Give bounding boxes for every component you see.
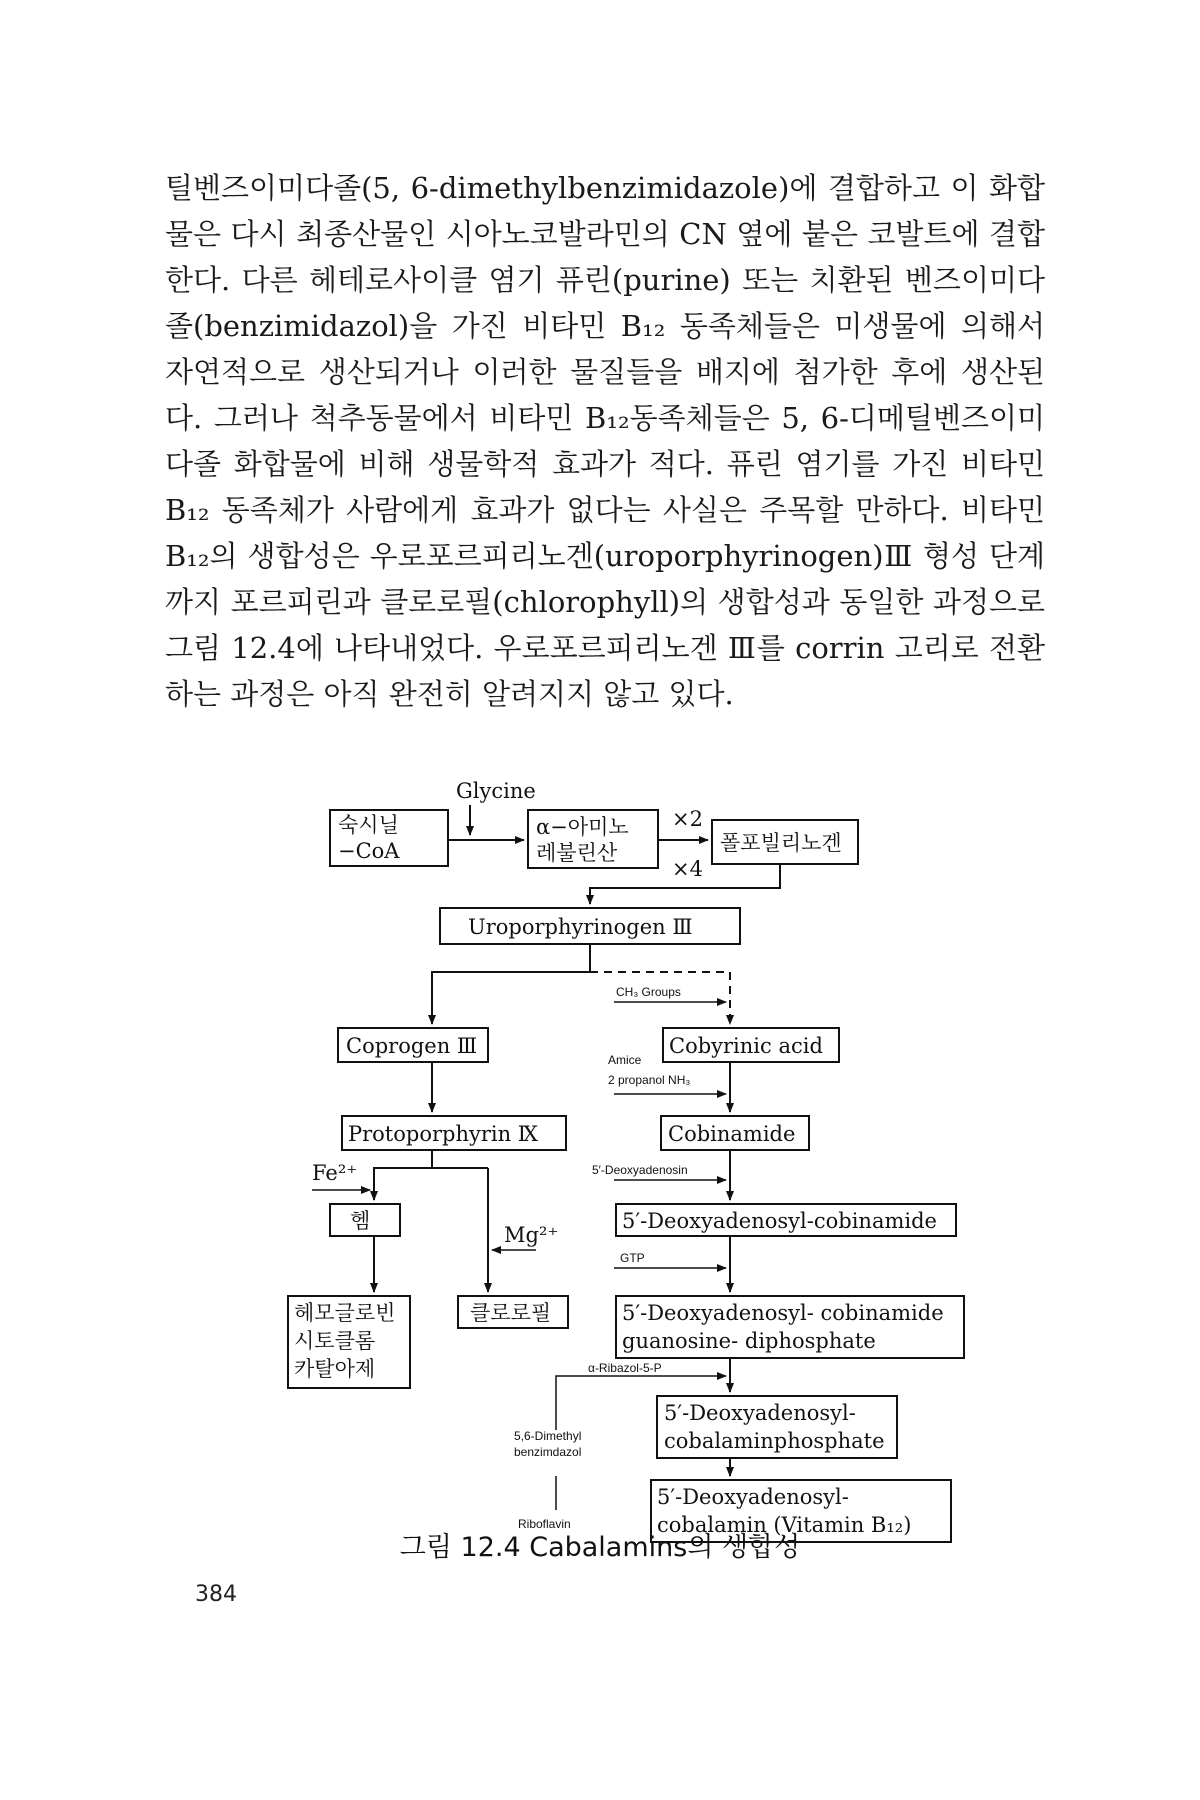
fe-label: Fe²⁺ <box>312 1161 358 1185</box>
amide-label-line1: Amice <box>608 1053 642 1067</box>
hemoproteins-label-line1: 헤모글로빈 <box>294 1301 396 1325</box>
mg-label: Mg²⁺ <box>504 1223 559 1247</box>
ribazol-label: α-Ribazol-5-P <box>588 1361 662 1375</box>
uroporphyrinogen-label: Uroporphyrinogen Ⅲ <box>468 915 693 939</box>
dmb-label-line1: 5,6-Dimethyl <box>514 1429 582 1443</box>
cobyrinic-acid-label: Cobyrinic acid <box>669 1034 823 1058</box>
amide-label-line2: 2 propanol NH₃ <box>608 1073 691 1087</box>
ala-label-line2: 레불린산 <box>536 841 618 865</box>
cobalaminphosphate-label-line1: 5′-Deoxyadenosyl- <box>664 1401 856 1425</box>
succinyl-label-line2: −CoA <box>338 839 400 863</box>
page-number: 384 <box>195 1582 237 1607</box>
porphobilinogen-label: 폴포빌리노겐 <box>720 831 842 855</box>
cobinamide-label: Cobinamide <box>668 1122 796 1146</box>
glycine-label: Glycine <box>456 779 536 803</box>
chlorophyll-label: 클로로필 <box>470 1301 552 1325</box>
hemoproteins-label-line3: 카탈아제 <box>294 1357 376 1381</box>
gtp-label: GTP <box>620 1251 645 1265</box>
vitamin-b12-label-line1: 5′-Deoxyadenosyl- <box>657 1485 849 1509</box>
riboflavin-label: Riboflavin <box>518 1517 571 1531</box>
figure-caption: 그림 12.4 Cabalamins의 생합성 <box>399 1532 801 1563</box>
times4-label: ×4 <box>672 857 703 881</box>
deoxyadenosin-label: 5′-Deoxyadenosin <box>592 1163 688 1177</box>
coprogen-label: Coprogen Ⅲ <box>346 1034 478 1058</box>
heme-label: 헴 <box>350 1209 371 1233</box>
succinyl-label-line1: 숙시닐 <box>338 813 399 837</box>
body-paragraph: 틸벤즈이미다졸(5, 6-dimethylbenzimidazole)에 결합하고 이 화합물은 다시 최종산물인 시아노코발라민의 CN 옆에 붙은 코발트에 결합한다. 다른 헤테로사이클 염기 퓨린(purine) 또는 치환된 벤즈이미다졸(benzimidazol)을 가진 비타민 B₁₂ 동족체들은 미생물에 의해서 자연적으로 생산되거나 이러한 물질들을 배지에 첨가한 후에 생산된다. 그러나 척추동물에서 비타민 B₁₂동족체들은 5, 6-디메틸벤즈이미다졸 화합물에 비해 생물학적 효과가 적다. 퓨린 염기를 가진 비타민 B₁₂ 동족체가 사람에게 효과가 없다는 사실은 주목할 만하다. 비타민 B₁₂의 생합성은 우로포르피리노겐(uroporphyrinogen)Ⅲ 형성 단계까지 포르피린과 클로로필(chlorophyll)의 생합성과 동일한 과정으로 그림 12.4에 나타내었다. 우로포르피리노겐 Ⅲ를 corrin 고리로 전환하는 과정은 아직 완전히 알려지지 않고 있다. <box>165 171 1045 711</box>
protoporphyrin-label: Protoporphyrin Ⅸ <box>348 1122 539 1146</box>
times2-label: ×2 <box>672 807 703 831</box>
dmb-label-line2: benzimdazol <box>514 1445 582 1459</box>
ch3-groups-label: CH₃ Groups <box>616 985 681 999</box>
vitamin-b12-label-line2: cobalamin (Vitamin B₁₂) <box>657 1513 912 1537</box>
ala-label-line1: α−아미노 <box>536 815 629 839</box>
gdp-label-line2: guanosine- diphosphate <box>622 1329 876 1353</box>
cobalaminphosphate-label-line2: cobalaminphosphate <box>664 1429 885 1453</box>
hemoproteins-label-line2: 시토클롬 <box>294 1329 376 1353</box>
gdp-label-line1: 5′-Deoxyadenosyl- cobinamide <box>622 1301 944 1325</box>
deoxyadenosyl-cobinamide-label: 5′-Deoxyadenosyl-cobinamide <box>622 1209 937 1233</box>
